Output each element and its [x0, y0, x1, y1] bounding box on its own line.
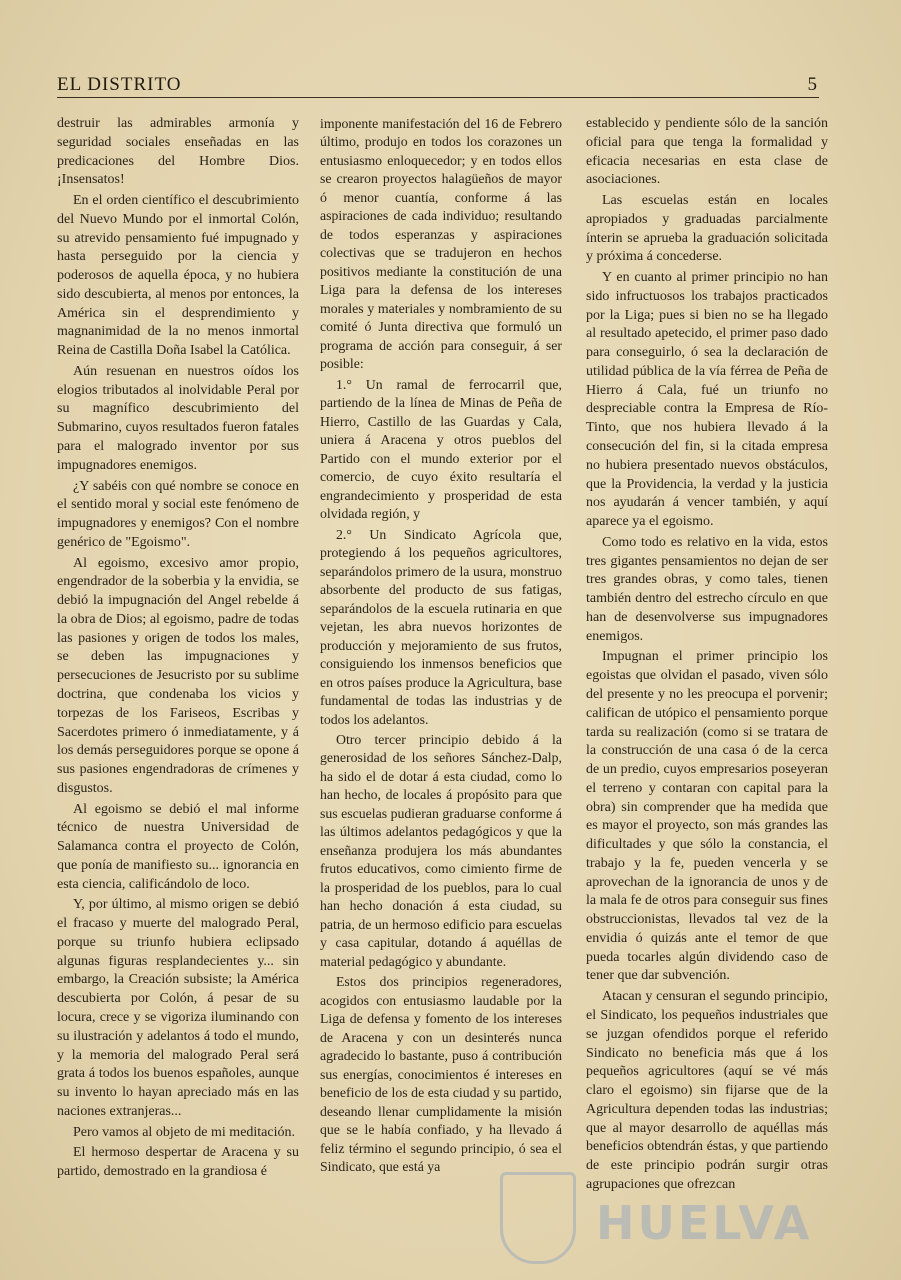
paragraph: Al egoismo, excesivo amor propio, engendrador de la soberbia y la envidia, se debió la impugnación del Angel rebelde á la obra de Dios; al egoismo, padre de todas las pasiones y origen de todos los males, se deben las impugnaciones y persecuciones de Jesucristo por su sublime doctrina, que condenaba los vicios y torpezas de los Fariseos, Escribas y Sacerdotes primero ó inmediatamente, y á los demás perseguidores porque se opone á sus pasiones engendradoras de crímenes y disgustos.: [57, 555, 299, 796]
paragraph: Como todo es relativo en la vida, estos tres gigantes pensamientos no dejan de ser tres grandes obras, y como tales, tienen también dentro del estrecho círculo en que han de desenvolverse sus impugnadores enemigos.: [586, 534, 828, 644]
watermark-text: HUELVA: [596, 1196, 813, 1250]
text-column-1: [57, 115, 299, 1182]
paragraph: Impugnan el primer principio los egoistas que olvidan el pasado, viven sólo del presente y no les preocupa el porvenir; califican de utópico el pensamiento porque tarda su realización (como si se tratara de la construcción de una casa ó de la cerca de un predio, cuyos empresarios poseyeran el terreno y contaran con capital para la obra) sin comprender que ha medida que es mayor el proyecto, son más grandes las dificultades y que sólo la constancia, el trabajo y la fe, pueden vencerla y se aprovechan de la ignorancia de unos y de la mala fe de otros para conseguir sus fines obstruccionistas, llevados tal vez de la envidia ó quizás ante el temor de que pueda tocarles algún dividendo caso de tener que dar subvención.: [586, 649, 828, 984]
newspaper-title: EL DISTRITO: [57, 74, 182, 95]
archive-watermark: [500, 1172, 820, 1272]
paragraph: 2.° Un Sindicato Agrícola que, protegiendo á los pequeños agricultores, separándolos primero de la usura, monstruo absorbente del producto de sus fatigas, separándolos de la escuela rutinaria en que vejetan, les abra nuevos horizontes de producción y mejoramiento de sus frutos, consiguiendo los inmensos beneficios que en otros países produce la Agricultura, base fundamental de todas las industrias y de todos los adelantos.: [320, 526, 562, 727]
text-column-2: [320, 115, 562, 1177]
page-header: [57, 74, 817, 96]
header-rule: [57, 97, 819, 98]
paragraph: Las escuelas están en locales apropiados y graduadas parcialmente ínterin se aprueba la graduación solicitada y próxima á concederse.: [586, 193, 828, 265]
paragraph: Y, por último, al mismo origen se debió el fracaso y muerte del malogrado Peral, porque su triunfo hubiera eclipsado algunas figuras resplandecientes y... sin embargo, la Creación subsiste; la América descubierta por Colón, á pesar de su locura, crece y se vigoriza iluminando con su ilustración y adelantos á todo el mundo, y la memoria del malogrado Peral será grata á todos los buenos españoles, aunque su invento lo hayan apreciado más en las naciones extranjeras...: [57, 897, 299, 1119]
shield-icon: [500, 1172, 576, 1264]
paragraph: Y en cuanto al primer principio no han sido infructuosos los trabajos practicados por la Liga; pues si bien no se ha llegado al resultado apetecido, el primer paso dado para conseguirlo, ó sea la declaración de utilidad pública de la vía férrea de Peña de Hierro á Cala, fué un triunfo no despreciable contra la Empresa de Río-Tinto, que nos hubiera llevado á la consecución del fin, si la citada empresa no hubiera presentado nuevos obstáculos, que la Providencia, la verdad y la justicia nos ayudarán á vencer también, y aquí aparece ya el egoismo.: [586, 270, 828, 530]
paragraph: Al egoismo se debió el mal informe técnico de nuestra Universidad de Salamanca contra el proyecto de Colón, que ponía de manifiesto su... ignorancia en esta ciencia, calificándolo de loco.: [57, 801, 299, 892]
page-number: 5: [807, 74, 817, 95]
text-column-3: [586, 115, 828, 1195]
paragraph: Otro tercer principio debido á la generosidad de los señores Sánchez-Dalp, ha sido el de dotar á esta ciudad, como lo han hecho, de locales á propósito para que sus escuelas pudieran graduarse conforme á las últimos adelantos pedagógicos y que la enseñanza produjera los más abundantes frutos educativos, como cimiento firme de la prosperidad de los pueblos, para lo cual han hecho donación á esta ciudad, su patria, de un hermoso edificio para escuelas y casa capitular, dotando á aquéllas de material pedagógico y abundante.: [320, 731, 562, 969]
paragraph: En el orden científico el descubrimiento del Nuevo Mundo por el inmortal Colón, su atrevido pensamiento fué impugnado y hasta perseguido por la ciencia y poderosos de aquella época, y no hubiera sido descubierta, al menos por entonces, la América sin el desprendimiento y magnanimidad de la no menos inmortal Reina de Castilla Doña Isabel la Católica.: [57, 193, 299, 359]
paragraph: imponente manifestación del 16 de Febrero último, produjo en todos los corazones un entusiasmo enloquecedor; y en todos ellos se crearon proyectos halagüeños de mayor ó menor cuantía, conforme á las aspiraciones de cada individuo; resultando de todos esperanzas y aspiraciones colectivas que se tradujeron en hechos positivos mediante la constitución de una Liga para la defensa de los intereses morales y materiales y nombramiento de su comité ó Junta directiva que formuló un programa de acción para conseguir, á ser posible:: [320, 116, 562, 372]
paragraph: El hermoso despertar de Aracena y su partido, demostrado en la grandiosa é: [57, 1145, 299, 1180]
paragraph: Estos dos principios regeneradores, acogidos con entusiasmo laudable por la Liga de defensa y fomento de los intereses de Aracena y con un desinterés nunca agradecido lo bastante, puso á contribución sus energías, conocimientos é intereses en beneficio de los de esta ciudad y su partido, deseando llenar cumplidamente la misión que se le había confiado, y ha llevado á feliz término el segundo principio, ó sea el Sindicato, que está ya: [320, 974, 562, 1175]
paragraph: establecido y pendiente sólo de la sanción oficial para que tenga la formalidad y eficacia necesarias en esta clase de asociaciones.: [586, 116, 828, 188]
paragraph: ¿Y sabéis con qué nombre se conoce en el sentido moral y social este fenómeno de impugnadores y enemigos? Con el nombre genérico de "Egoismo".: [57, 478, 299, 550]
paragraph: 1.° Un ramal de ferrocarril que, partiendo de la línea de Minas de Peña de Hierro, Castillo de las Guardas y Cala, uniera á Aracena y otros pueblos del Partido con el mundo exterior por el comercio, de cuyo éxito resultaría el engrandecimiento y prosperidad de esta olvidada región, y: [320, 376, 562, 522]
paragraph: Aún resuenan en nuestros oídos los elogios tributados al inolvidable Peral por su magnífico descubrimiento del Submarino, cuyos resultados fueron fatales para el malogrado inventor por sus impugnadores enemigos.: [57, 363, 299, 473]
paragraph: Atacan y censuran el segundo principio, el Sindicato, los pequeños industriales que se juzgan ofendidos porque el referido Sindicato no beneficia más que á los pequeños agricultores (aquí se vé más claro el egoismo) sin fijarse que de la Agricultura dependen todas las industrias; que al mayor desarrollo de aquéllas más beneficios obtendrán éstas, y que partiendo de este principio podrán surgir otras agrupaciones que ofrezcan: [586, 989, 828, 1192]
paragraph: destruir las admirables armonía y seguridad sociales enseñadas en las predicaciones del Hombre Dios. ¡Insensatos!: [57, 116, 299, 188]
paragraph: Pero vamos al objeto de mi meditación.: [73, 1124, 296, 1140]
